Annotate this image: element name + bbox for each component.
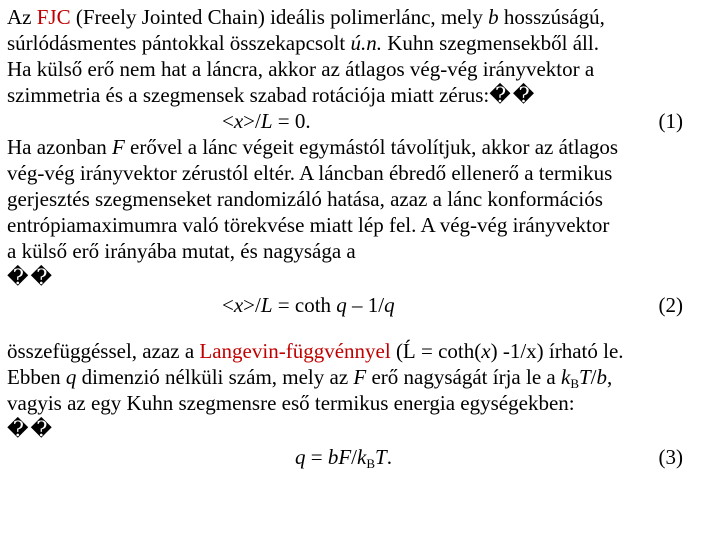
var-L: L <box>260 293 273 317</box>
var-k: k <box>357 445 367 469</box>
spacer <box>7 318 713 338</box>
text: = 0. <box>272 109 311 133</box>
equation-3 <box>7 444 713 470</box>
text: – 1/ <box>346 293 385 317</box>
text: erő nagyságát írja le a <box>366 365 561 389</box>
text: = coth <box>272 293 337 317</box>
text: szimmetria és a szegmensek szabad rotációja miatt zérus: <box>7 83 490 107</box>
var-L: L <box>260 109 273 133</box>
text: < <box>222 293 234 317</box>
text: erővel a lánc végeit egymástól távolítjuk, akkor az átlagos <box>124 135 619 159</box>
p2-line-5: a külső erő irányába mutat, és nagysága a <box>7 239 356 263</box>
p1-line-1 <box>7 4 713 30</box>
missing-glyph-icon: �� <box>489 83 537 107</box>
text: >/ <box>243 109 261 133</box>
equation-number-1: (1) <box>658 109 683 133</box>
var-b: b <box>488 5 499 29</box>
var-q: q <box>295 445 306 469</box>
p1-line-4 <box>7 82 713 108</box>
p2-line-4: entrópiamaximumra való törekvése miatt lép fel. A vég-vég irányvektor <box>7 213 610 237</box>
subscript-B: B <box>366 456 376 471</box>
text: Az <box>7 5 37 29</box>
text: , <box>607 365 613 389</box>
var-T: T <box>375 445 387 469</box>
var-F: F <box>338 445 352 469</box>
var-x: x <box>481 339 491 363</box>
var-q: q <box>336 293 347 317</box>
missing-glyph-icon: �� <box>7 417 55 441</box>
text: Kuhn szegmensekből áll. <box>382 31 599 55</box>
p2-line-2: vég-vég irányvektor zérustól eltér. A láncban ébredő ellenerő a termikus <box>7 161 613 185</box>
equation-2-body <box>222 292 395 318</box>
p3-line-1 <box>7 338 713 364</box>
var-F: F <box>353 365 367 389</box>
text: hosszúságú, <box>498 5 605 29</box>
equation-3-body <box>295 444 392 470</box>
var-b: b <box>596 365 608 389</box>
var-T: T <box>578 365 591 389</box>
missing-glyph-icon: �� <box>7 265 55 289</box>
p3-line-4 <box>7 416 713 442</box>
var-b: b <box>327 445 339 469</box>
langevin-term: Langevin-függvénnyel <box>199 339 391 363</box>
text: . <box>386 445 392 469</box>
text: (Ĺ = coth( <box>390 339 482 363</box>
equation-number-2: (2) <box>658 293 683 317</box>
p2-line-6 <box>7 264 713 290</box>
equation-1 <box>7 108 713 134</box>
subscript-B: B <box>570 376 579 391</box>
equation-2 <box>7 292 713 318</box>
p1-line-3: Ha külső erő nem hat a láncra, akkor az átlagos vég-vég irányvektor a <box>7 57 595 81</box>
text: ) -1/x) írható le. <box>490 339 624 363</box>
p1-line-2 <box>7 30 713 56</box>
text: Ebben <box>7 365 66 389</box>
var-q: q <box>65 365 77 389</box>
p3-line-3: vagyis az egy Kuhn szegmensre eső termikus energia egységekben: <box>7 391 575 415</box>
text: súrlódásmentes pántokkal összekapcsolt <box>7 31 351 55</box>
text: (Freely Jointed Chain) ideális polimerlánc, mely <box>70 5 489 29</box>
equation-number-3: (3) <box>658 445 683 469</box>
var-x: x <box>233 293 244 317</box>
p2-line-3: gerjesztés szegmenseket randomizáló hatása, azaz a lánc konformációs <box>7 187 603 211</box>
var-k: k <box>560 365 571 389</box>
text: / <box>590 365 597 389</box>
text: >/ <box>243 293 261 317</box>
abbrev-un: ú.n. <box>350 31 383 55</box>
fjc-term: FJC <box>36 5 71 29</box>
text: összefüggéssel, azaz a <box>7 339 200 363</box>
document-body <box>7 4 713 470</box>
var-q: q <box>384 293 395 317</box>
equation-1-body <box>222 108 311 134</box>
text: dimenzió nélküli szám, mely az <box>76 365 354 389</box>
var-x: x <box>233 109 244 133</box>
text: Ha azonban <box>7 135 112 159</box>
text: = <box>305 445 328 469</box>
text: / <box>351 445 358 469</box>
p2-line-1 <box>7 134 713 160</box>
var-F: F <box>111 135 125 159</box>
p3-line-2 <box>7 364 713 390</box>
text: < <box>222 109 234 133</box>
